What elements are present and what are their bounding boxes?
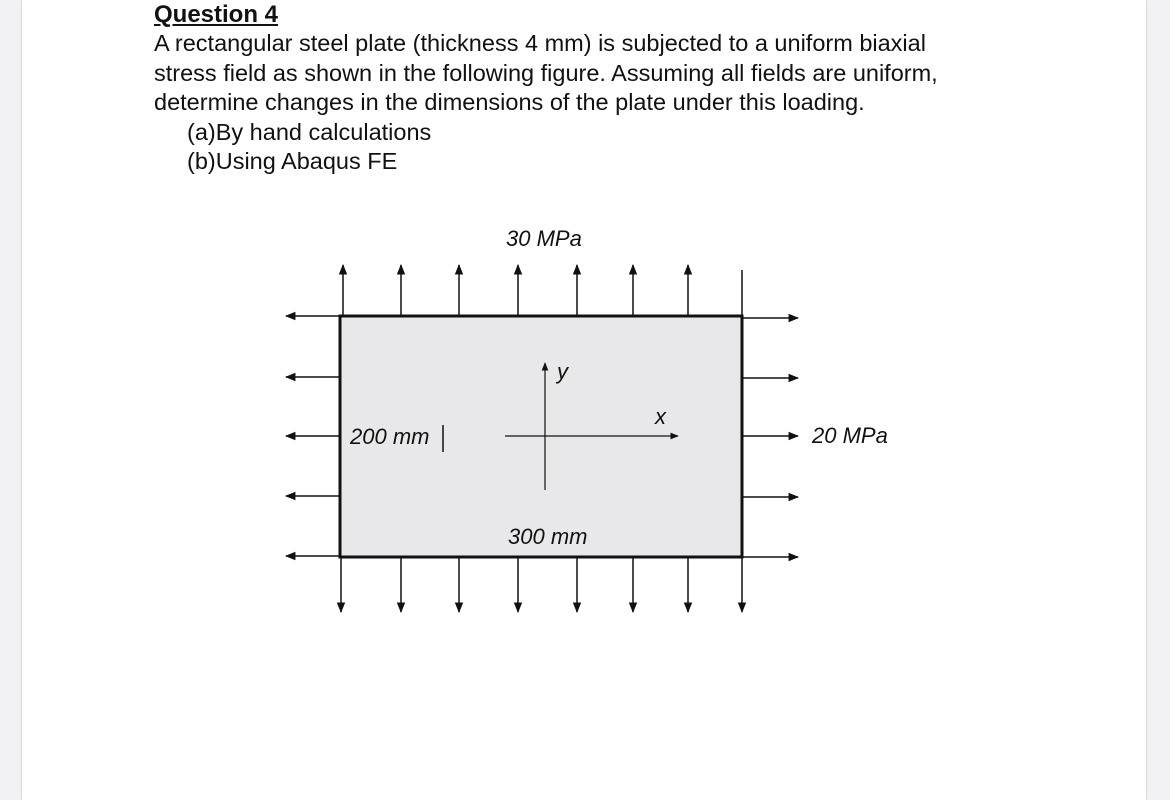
body-line: A rectangular steel plate (thickness 4 mm) is subjected to a uniform biaxial [154, 30, 926, 56]
part-a: (a)By hand calculations [187, 118, 432, 145]
question-title: Question 4 [154, 1, 279, 28]
height-label: 200 mm [350, 424, 430, 449]
axis-x-label: x [655, 404, 666, 429]
left-stress-arrows [286, 316, 340, 556]
part-b: (b)Using Abaqus FE [187, 148, 398, 174]
axis-y-label: y [557, 359, 568, 384]
bottom-stress-arrows [341, 557, 742, 612]
top-stress-arrows [343, 265, 688, 316]
width-label: 300 mm [508, 524, 588, 549]
stress-x-label: 20 MPa [812, 423, 888, 448]
right-stress-arrows [742, 318, 798, 557]
stress-y-label: 30 MPa [506, 226, 582, 251]
body-line: stress field as shown in the following figure. Assuming all fields are uniform, [154, 59, 938, 86]
body-line: determine changes in the dimensions of the plate under this loading. [154, 89, 865, 115]
